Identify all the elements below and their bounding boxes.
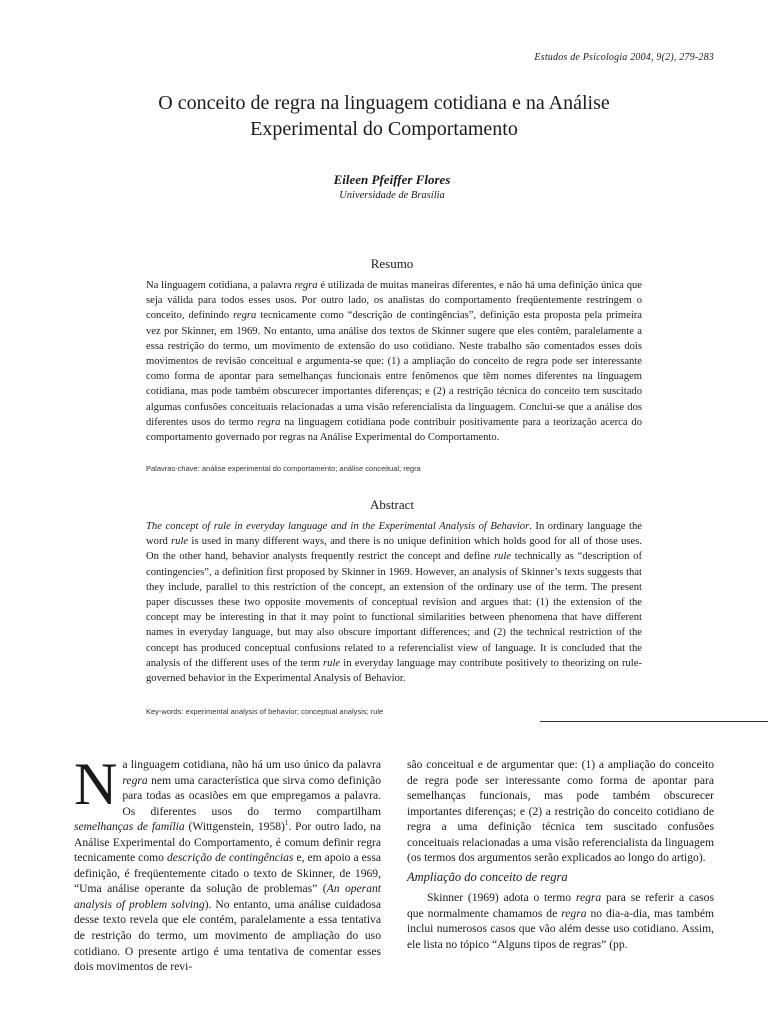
abstract-italic-term: rule	[323, 657, 341, 669]
resumo-text	[146, 278, 642, 445]
body-italic-term: regra	[561, 906, 587, 920]
section-divider	[540, 721, 768, 722]
resumo-heading: Resumo	[370, 256, 414, 271]
abstract-text-part: in everyday language may contribute positively to theorizing on rule-governed behavior in the Experimental Analysis of Behavior.	[146, 657, 642, 685]
abstract-italic-term: rule	[171, 536, 189, 548]
resumo-text-part: na linguagem cotidiana pode contribuir positivamente para a teorização acerca do comportamento governado por regras na Análise Experimental do Comportamento.	[146, 416, 642, 444]
resumo-italic-term: regra	[233, 310, 257, 322]
body-text-part: a linguagem cotidiana, não há um uso único da palavra	[122, 758, 381, 771]
abstract-text-part: . In ordinary language the word	[146, 521, 642, 548]
resumo-text-part: tecnicamente como “descrição de contingências”, definição esta proposta pela primeira vez por Skinner, em 1969. No entanto, uma análise dos textos de Skinner sugere que eles contêm, paralelamente a essa restrição do termo, um movimento de extensão do uso cotidiano. Neste trabalho são comentados esses dois movimentos de revisão conceitual e argumenta-se que: (1) a ampliação do conceito de regra pode ser interessante como forma de apontar para semelhanças funcionais entre fenômenos que têm nomes diferentes na linguagem cotidiana, mas pode também obscurecer importantes diferenças; e (2) a restrição técnica do conceito tem suscitado algumas confusões conceituais relacionadas a uma visão referencialista da linguagem. Conclui-se que a análise dos diferentes usos do termo	[146, 310, 642, 428]
resumo-italic-term: regra	[294, 280, 318, 291]
body-column-right	[407, 757, 714, 953]
body-column-left	[74, 751, 382, 975]
title-line-2: Experimental do Comportamento	[250, 118, 518, 140]
abstract-text-part: is used in many different ways, and there is no unique definition which holds good for all of those uses. On the other hand, behavior analysts frequently restrict the concept and define	[146, 536, 642, 563]
article-title	[100, 90, 668, 142]
body-italic-term: An operant analysis of problem solving	[74, 882, 382, 911]
author-affiliation: Universidade de Brasília	[339, 190, 445, 201]
footnote-marker: 1	[284, 819, 289, 828]
body-text-part: e, em apoio a essa definição, é freqüentemente citado o texto de Skinner, de 1969, “Uma análise operante da solução de problemas” (	[74, 851, 381, 896]
resumo-keywords: Palavras-chave: análise experimental do comportamento; análise conceitual; regra	[146, 464, 421, 473]
body-italic-term: regra	[122, 773, 148, 787]
body-text-part: Skinner (1969) adota o termo	[427, 891, 576, 905]
body-italic-term: semelhanças de família	[74, 820, 185, 834]
body-text-part: para se referir a casos que normalmente chamamos de	[407, 891, 714, 920]
body-italic-term: descrição de contingências	[166, 851, 294, 865]
abstract-italic-term: rule	[493, 551, 512, 563]
body-italic-term: regra	[575, 891, 602, 905]
body-text-part: no dia-a-dia, mas também inclui numerosos casos que vão além desse uso cotidiano. Assim, ele lista no tópico “Alguns tipos de regras” (pp.	[407, 906, 714, 952]
abstract-english-title: The concept of rule in everyday language and in the Experimental Analysis of Behavior	[146, 521, 530, 532]
abstract-heading: Abstract	[369, 497, 415, 512]
body-text-part: ). No entanto, uma análise cuidadosa desse texto revela que ele contém, paralelamente a essa tentativa de restrição do termo, um movimento de ampliação do uso cotidiano. O presente artigo é uma tentativa de comentar esses dois movimentos de revi-	[74, 897, 381, 974]
body-paragraph	[407, 890, 714, 952]
author-name: Eileen Pfeiffer Flores	[333, 172, 451, 187]
resumo-text-part: é utilizada de muitas maneiras diferentes, e não há uma definição única que seja válida para todos esses usos. Por outro lado, os analistas do comportamento freqüentemente restringem o conceito, definindo	[146, 280, 642, 322]
abstract-text	[146, 519, 642, 686]
body-text-part: . Por outro lado, na Análise Experimental do Comportamento, é comum definir regra tecnicamente como	[74, 820, 381, 865]
resumo-italic-term: regra	[257, 416, 281, 428]
title-line-1: O conceito de regra na linguagem cotidiana e na Análise	[158, 92, 610, 114]
resumo-text-part: Na linguagem cotidiana, a palavra	[146, 280, 295, 291]
abstract-keywords: Key-words: experimental analysis of behavior; conceptual analysis; rule	[146, 707, 384, 716]
journal-citation: Estudos de Psicologia 2004, 9(2), 279-283	[534, 52, 714, 63]
abstract-text-part: technically as “description of contingencies”, a definition first proposed by Skinner in 1969. However, an analysis of Skinner’s texts suggests that they include, parallel to this restriction of the concept, an extension of the ordinary use of the term. The present paper discusses these two opposite movements of conceptual revision and argues that: (1) the extension of the concept may be interesting in that it may point to functional similarities between phenomena that have different names in everyday language, but may also obscure important differences; and (2) the technical restriction of the concept has produced conceptual confusions related to a referencialist view of language. It is concluded that the analysis of the different uses of the term	[146, 551, 642, 669]
body-text-part: nem uma característica que sirva como definição para todas as ocasiões em que empregamos a palavra. Os diferentes usos do termo compartilham	[122, 773, 381, 818]
section-subheading: Ampliação do conceito de regra	[407, 869, 568, 884]
body-text-part: (Wittgenstein, 1958)	[184, 820, 285, 834]
drop-cap: N	[74, 751, 118, 817]
body-paragraph: são conceitual e de argumentar que: (1) a ampliação do conceito de regra pode ser interessante como forma de apontar para semelhanças funcionais, mas pode também obscurecer importantes diferenças; e (2) a restrição do conceito cotidiano de regra a uma definição técnica tem suscitado confusões conceituais relacionadas a uma visão referencialista da linguagem (os termos dos argumentos serão explicados ao longo do artigo).	[407, 758, 714, 865]
